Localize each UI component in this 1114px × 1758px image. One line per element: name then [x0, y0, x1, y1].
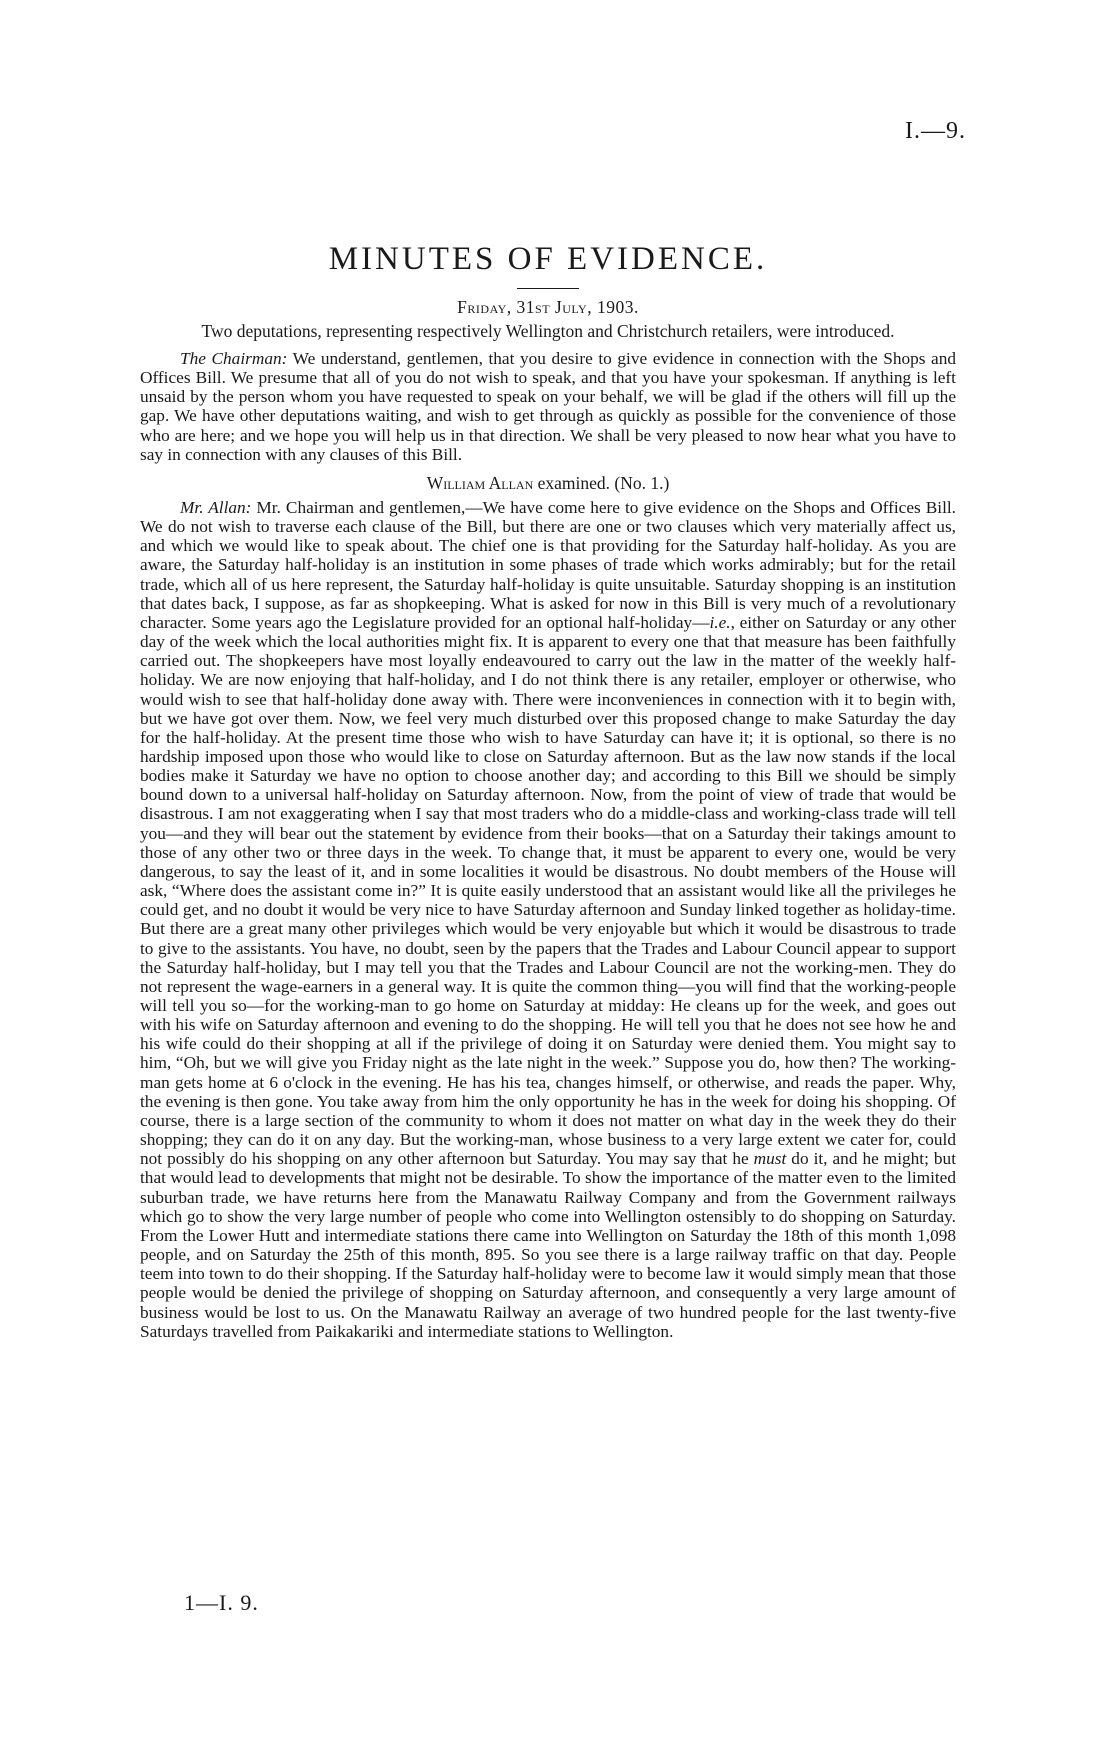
- allan-paragraph: [140, 498, 956, 1341]
- sitting-date: Friday, 31st July, 1903.: [457, 297, 639, 317]
- document-body: [140, 240, 956, 1341]
- allan-must: must: [753, 1149, 787, 1169]
- allan-text-1: Mr. Chairman and gentlemen,—We have come here to give evidence on the Shops and Offices Bill. We do not wish to traverse each clause of the Bill, but there are one or two clauses which very materially affect us, and which we would like to speak about. The chief one is that providing for the Saturday half-holiday. As you are aware, the Saturday half-holiday is an institution in some phases of trade which works admirably; but for the retail trade, which all of us here represent, the Saturday half-holiday is quite unsuitable. Saturday shopping is an institution that dates back, I suppose, as far as shopkeeping. What is asked for now in this Bill is very much of a revolutionary character. Some years ago the Legislature provided for an optional half-holiday—: [140, 497, 956, 632]
- page-reference: I.—9.: [905, 118, 966, 144]
- allan-text-3: do it, and he might; but that would lead to developments that might not be desirable. To show the importance of the matter even to the limited suburban trade, we have returns here from the Manawatu Railway Company and from the Government railways which go to show the very large number of people who come into Wellington ostensibly to do shopping on Saturday. From the Lower Hutt and intermediate stations there came into Wellington on Saturday the 18th of this month 1,098 people, and on Saturday the 25th of this month, 895. So you see there is a large railway traffic on that day. People teem into town to do their shopping. If the Saturday half-holiday were to become law it would simply mean that those people would be denied the privilege of shopping on Saturday afternoon, and consequently a very large amount of business would be lost to us. On the Manawatu Railway an average of two hundred people for the last twenty-five Saturdays travelled from Paikakariki and intermediate stations to Wellington.: [140, 1149, 956, 1341]
- witness-name: William Allan: [426, 472, 534, 493]
- witness-heading: [140, 473, 956, 494]
- allan-text-2: , either on Saturday or any other day of the week which the local authorities might fix. It is apparent to every one that that measure has been faithfully carried out. The shopkeepers have most loyally endeavoured to carry out the law in the matter of the weekly half-holiday. We are now enjoying that half-holiday, and I do not think there is any retailer, employer or otherwise, who would wish to see that half-holiday done away with. There were inconveniences in connection with it to begin with, but we have got over them. Now, we feel very much disturbed over this proposed change to make Saturday the day for the half-holiday. At the present time those who wish to have Saturday can have it; it is optional, so there is no hardship imposed upon those who would like to close on Saturday afternoon. But as the law now stands if the local bodies make it Saturday we have no option to choose another day; and according to this Bill we should be simply bound down to a universal half-holiday on Saturday afternoon. Now, from the point of view of trade that would be disastrous. I am not exaggerating when I say that most traders who do a middle-class and working-class trade will tell you—and they will bear out the statement by evidence from their books—that on a Saturday their takings amount to those of any other two or three days in the week. To change that, it must be apparent to every one, would be very dangerous, to say the least of it, and in some localities it would be disastrous. No doubt members of the House will ask, “Where does the assistant come in?” It is quite easily understood that an assistant would like all the privileges he could get, and no doubt it would be very nice to have Saturday afternoon and Sunday linked together as holiday-time. But there are a great many other privileges which would be very enjoyable but which it would be disastrous to trade to give to the assistants. You have, no doubt, seen by the papers that the Trades and Labour Council appear to support the Saturday half-holiday, but I may tell you that the Trades and Labour Council are not the working-men. They do not represent the wage-earners in a general way. It is quite the common thing—you will find that the working-people will tell you so—for the working-man to go home on Saturday at midday: He cleans up for the week, and goes out with his wife on Saturday afternoon and evening to do the shopping. He will tell you that he does not see how he and his wife could do their shopping at all if the privilege of doing it on Saturday were denied them. You might say to him, “Oh, but we will give you Friday night as the late night in the week.” Suppose you do, how then? The working-man gets home at 6 o'clock in the evening. He has his tea, changes himself, or otherwise, and reads the paper. Why, the evening is then gone. You take away from him the only opportunity he has in the week for doing his shopping. Of course, there is a large section of the community to whom it does not matter on what day in the week they do their shopping; they can do it on any day. But the working-man, whose business to a very large extent we cater for, could not possibly do his shopping on any other afternoon but Saturday. You may say that he: [140, 612, 956, 1169]
- chairman-paragraph: [140, 349, 956, 464]
- chairman-speaker: The Chairman:: [180, 349, 288, 368]
- footer-reference: 1—I. 9.: [184, 1590, 259, 1615]
- allan-speaker: Mr. Allan:: [180, 497, 252, 517]
- witness-label: examined. (No. 1.): [533, 472, 670, 493]
- intro-paragraph: Two deputations, representing respectively Wellington and Christchurch retailers, were introduced.: [201, 321, 895, 341]
- page-title: MINUTES OF EVIDENCE.: [328, 241, 768, 277]
- chairman-text: We understand, gentlemen, that you desire to give evidence in connection with the Shops and Offices Bill. We presume that all of you do not wish to speak, and that you have your spokesman. If anything is left unsaid by the person whom you have requested to speak on your behalf, we will be glad if the others will fill up the gap. We have other deputations waiting, and wish to get through as quickly as possible for the convenience of those who are here; and we hope you will help us in that direction. We shall be very pleased to now hear what you have to say in connection with any clauses of this Bill.: [140, 349, 957, 464]
- title-rule: [517, 288, 579, 289]
- allan-ie: i.e.: [709, 612, 731, 632]
